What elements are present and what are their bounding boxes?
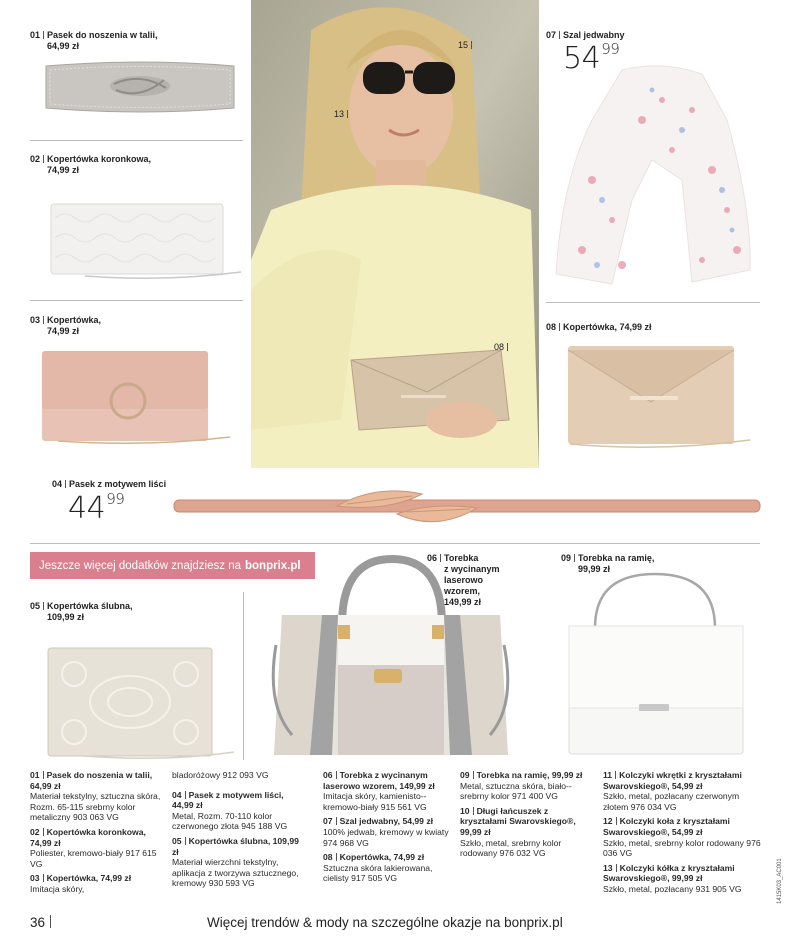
item-title: Pasek z motywem liści, 44,99 zł (172, 789, 284, 811)
product-name: Kopertówka, (47, 315, 102, 325)
product-name: Kopertówka, 74,99 zł (563, 322, 652, 332)
product-02-label (30, 154, 230, 176)
marker-number: 15 (458, 40, 469, 50)
leaf-belt-image (172, 484, 762, 536)
item-number: 09 (460, 770, 470, 780)
details-column-1 (30, 770, 165, 899)
item-description: Imitacja skóry, (30, 883, 85, 894)
pink-clutch-image (38, 345, 238, 449)
product-number: 06 (427, 553, 438, 563)
item-number: 03 (30, 873, 40, 884)
footer-tagline: Więcej trendów & mody na szczególne okazje na bonprix.pl (207, 915, 563, 930)
item-description: 100% jedwab, kremowy w kwiaty 974 968 VG (323, 826, 449, 848)
item-title: Kopertówka ślubna, 109,99 zł (172, 835, 299, 857)
item-number: 13 (603, 862, 613, 873)
item-description: Metal, Rozm. 70-110 kolor czerwonego złota 945 188 VG (172, 810, 288, 832)
product-price: 149,99 zł (444, 597, 482, 607)
page-number-text: 36 (30, 915, 46, 930)
details-column-3 (323, 770, 453, 888)
product-number: 09 (561, 553, 572, 563)
waist-belt-image (42, 58, 238, 116)
item-number: 05 (172, 835, 182, 846)
product-price: 99,99 zł (578, 564, 611, 574)
price-decimal: 99 (601, 40, 620, 58)
product-name: Szal jedwabny (563, 30, 625, 40)
product-name: Kopertówka koronkowa, (47, 154, 152, 164)
item-title: Pasek do noszenia w talii, 64,99 zł (30, 770, 153, 791)
product-number: 02 (30, 154, 41, 164)
item-title: Kopertówka, 74,99 zł (46, 873, 132, 884)
product-number: 03 (30, 315, 41, 325)
item-title: Długi łańcuszek z kryształami Swarovskiego®, 99,99 zł (460, 805, 576, 837)
product-name-line: Torebka (444, 553, 479, 563)
item-description: Materiał wierzchni tekstylny, aplikacja z tworzywa sztucznego, kremowy 930 593 VG (172, 857, 299, 889)
product-04-big-price (68, 490, 124, 526)
product-name-line: wzorem, (444, 586, 481, 596)
divider (30, 140, 243, 141)
photo-marker-13 (334, 109, 351, 120)
item-title: Kolczyki koła z kryształami Swarovskiego®, 54,99 zł (603, 816, 730, 837)
item-description: Szkło, metal, srebrny kolor rodowany 976 036 VG (603, 837, 761, 859)
product-name: Pasek z motywem liści (69, 479, 167, 489)
item-description: Poliester, kremowo-biały 917 615 VG (30, 848, 157, 869)
product-04-label (52, 479, 166, 490)
price-integer: 54 (563, 41, 601, 76)
product-number: 07 (546, 30, 557, 40)
item-description: Imitacja skóry, kamienisto--kremowo-biały 915 561 VG (323, 791, 427, 812)
product-03-label (30, 315, 230, 337)
product-number: 01 (30, 30, 41, 40)
white-shoulder-bag-image (565, 568, 750, 760)
product-price: 74,99 zł (47, 326, 80, 336)
banner-brand-link[interactable]: bonprix.pl (245, 559, 301, 572)
bridal-clutch-image (44, 644, 239, 762)
item-description: Metal, sztuczna skóra, biało--srebrny kolor 971 400 VG (460, 780, 572, 802)
item-title: Kolczyki wkrętki z kryształami Swarovskiego®, 54,99 zł (603, 770, 742, 791)
product-price: 64,99 zł (47, 41, 80, 51)
item-title: Kolczyki kółka z kryształami Swarovskiego®, 99,99 zł (603, 862, 735, 884)
model-photo (251, 0, 539, 468)
column-divider (243, 592, 244, 760)
lace-clutch-image (45, 198, 245, 280)
product-name: Torebka na ramię, (578, 553, 655, 563)
item-number: 11 (603, 770, 613, 780)
item-number: 12 (603, 816, 613, 827)
divider (30, 300, 243, 301)
product-price: 74,99 zł (47, 165, 80, 175)
item-number: 07 (323, 816, 333, 827)
divider (30, 543, 760, 544)
product-price: 109,99 zł (47, 612, 85, 622)
side-code: 1415K03_AC001 (777, 858, 783, 904)
item-description: Szkło, metal, srebrny kolor rodowany 976 032 VG (460, 837, 562, 859)
product-name: Pasek do noszenia w talii, (47, 30, 158, 40)
item-title: Torebka z wycinanym laserowo wzorem, 149,99 zł (323, 770, 435, 791)
item-number: 06 (323, 770, 333, 780)
product-number: 05 (30, 601, 41, 611)
product-name: Kopertówka ślubna, (47, 601, 133, 611)
item-number: 08 (323, 852, 333, 863)
details-column-2 (172, 770, 307, 893)
product-number: 04 (52, 479, 63, 489)
item-number: 01 (30, 770, 40, 780)
price-integer: 44 (68, 491, 106, 526)
details-column-4 (460, 770, 590, 863)
item-description: Sztuczna skóra lakierowana, cielisty 917 505 VG (323, 862, 433, 884)
item-number: 10 (460, 805, 470, 816)
nude-clutch-image (560, 340, 755, 452)
item-title: Torebka na ramię, 99,99 zł (476, 770, 583, 780)
product-number: 08 (546, 322, 557, 332)
item-description: bladoróżowy 912 093 VG (172, 770, 269, 780)
product-name-line: z wycinanym (444, 564, 500, 574)
page-number (30, 915, 54, 930)
silk-scarf-image (552, 60, 757, 288)
details-column-5 (603, 770, 763, 899)
item-description: Szkło, metal, pozłacany czerwonym złotem 976 034 VG (603, 791, 740, 812)
photo-marker-08 (494, 342, 511, 353)
product-01-label (30, 30, 220, 52)
item-title: Kopertówka, 74,99 zł (339, 852, 425, 863)
banner-text: Jeszcze więcej dodatków znajdziesz na (39, 559, 241, 572)
product-08-label (546, 322, 652, 333)
divider (546, 302, 760, 303)
marker-number: 08 (494, 342, 505, 352)
item-number: 04 (172, 789, 182, 800)
product-05-label (30, 601, 133, 623)
marker-number: 13 (334, 109, 345, 119)
item-number: 02 (30, 826, 40, 837)
item-description: Szkło, metal, pozłacany 931 905 VG (603, 883, 742, 894)
product-name-line: laserowo (444, 575, 484, 585)
laser-cut-tote-image (262, 555, 520, 760)
price-decimal: 99 (106, 490, 125, 508)
item-title: Szal jedwabny, 54,99 zł (339, 816, 434, 827)
item-description: Materiał tekstylny, sztuczna skóra, Rozm. 65-115 srebrny kolor metaliczny 903 063 VG (30, 791, 161, 823)
photo-marker-15 (458, 40, 475, 51)
item-title: Kopertówka koronkowa, 74,99 zł (30, 826, 146, 848)
